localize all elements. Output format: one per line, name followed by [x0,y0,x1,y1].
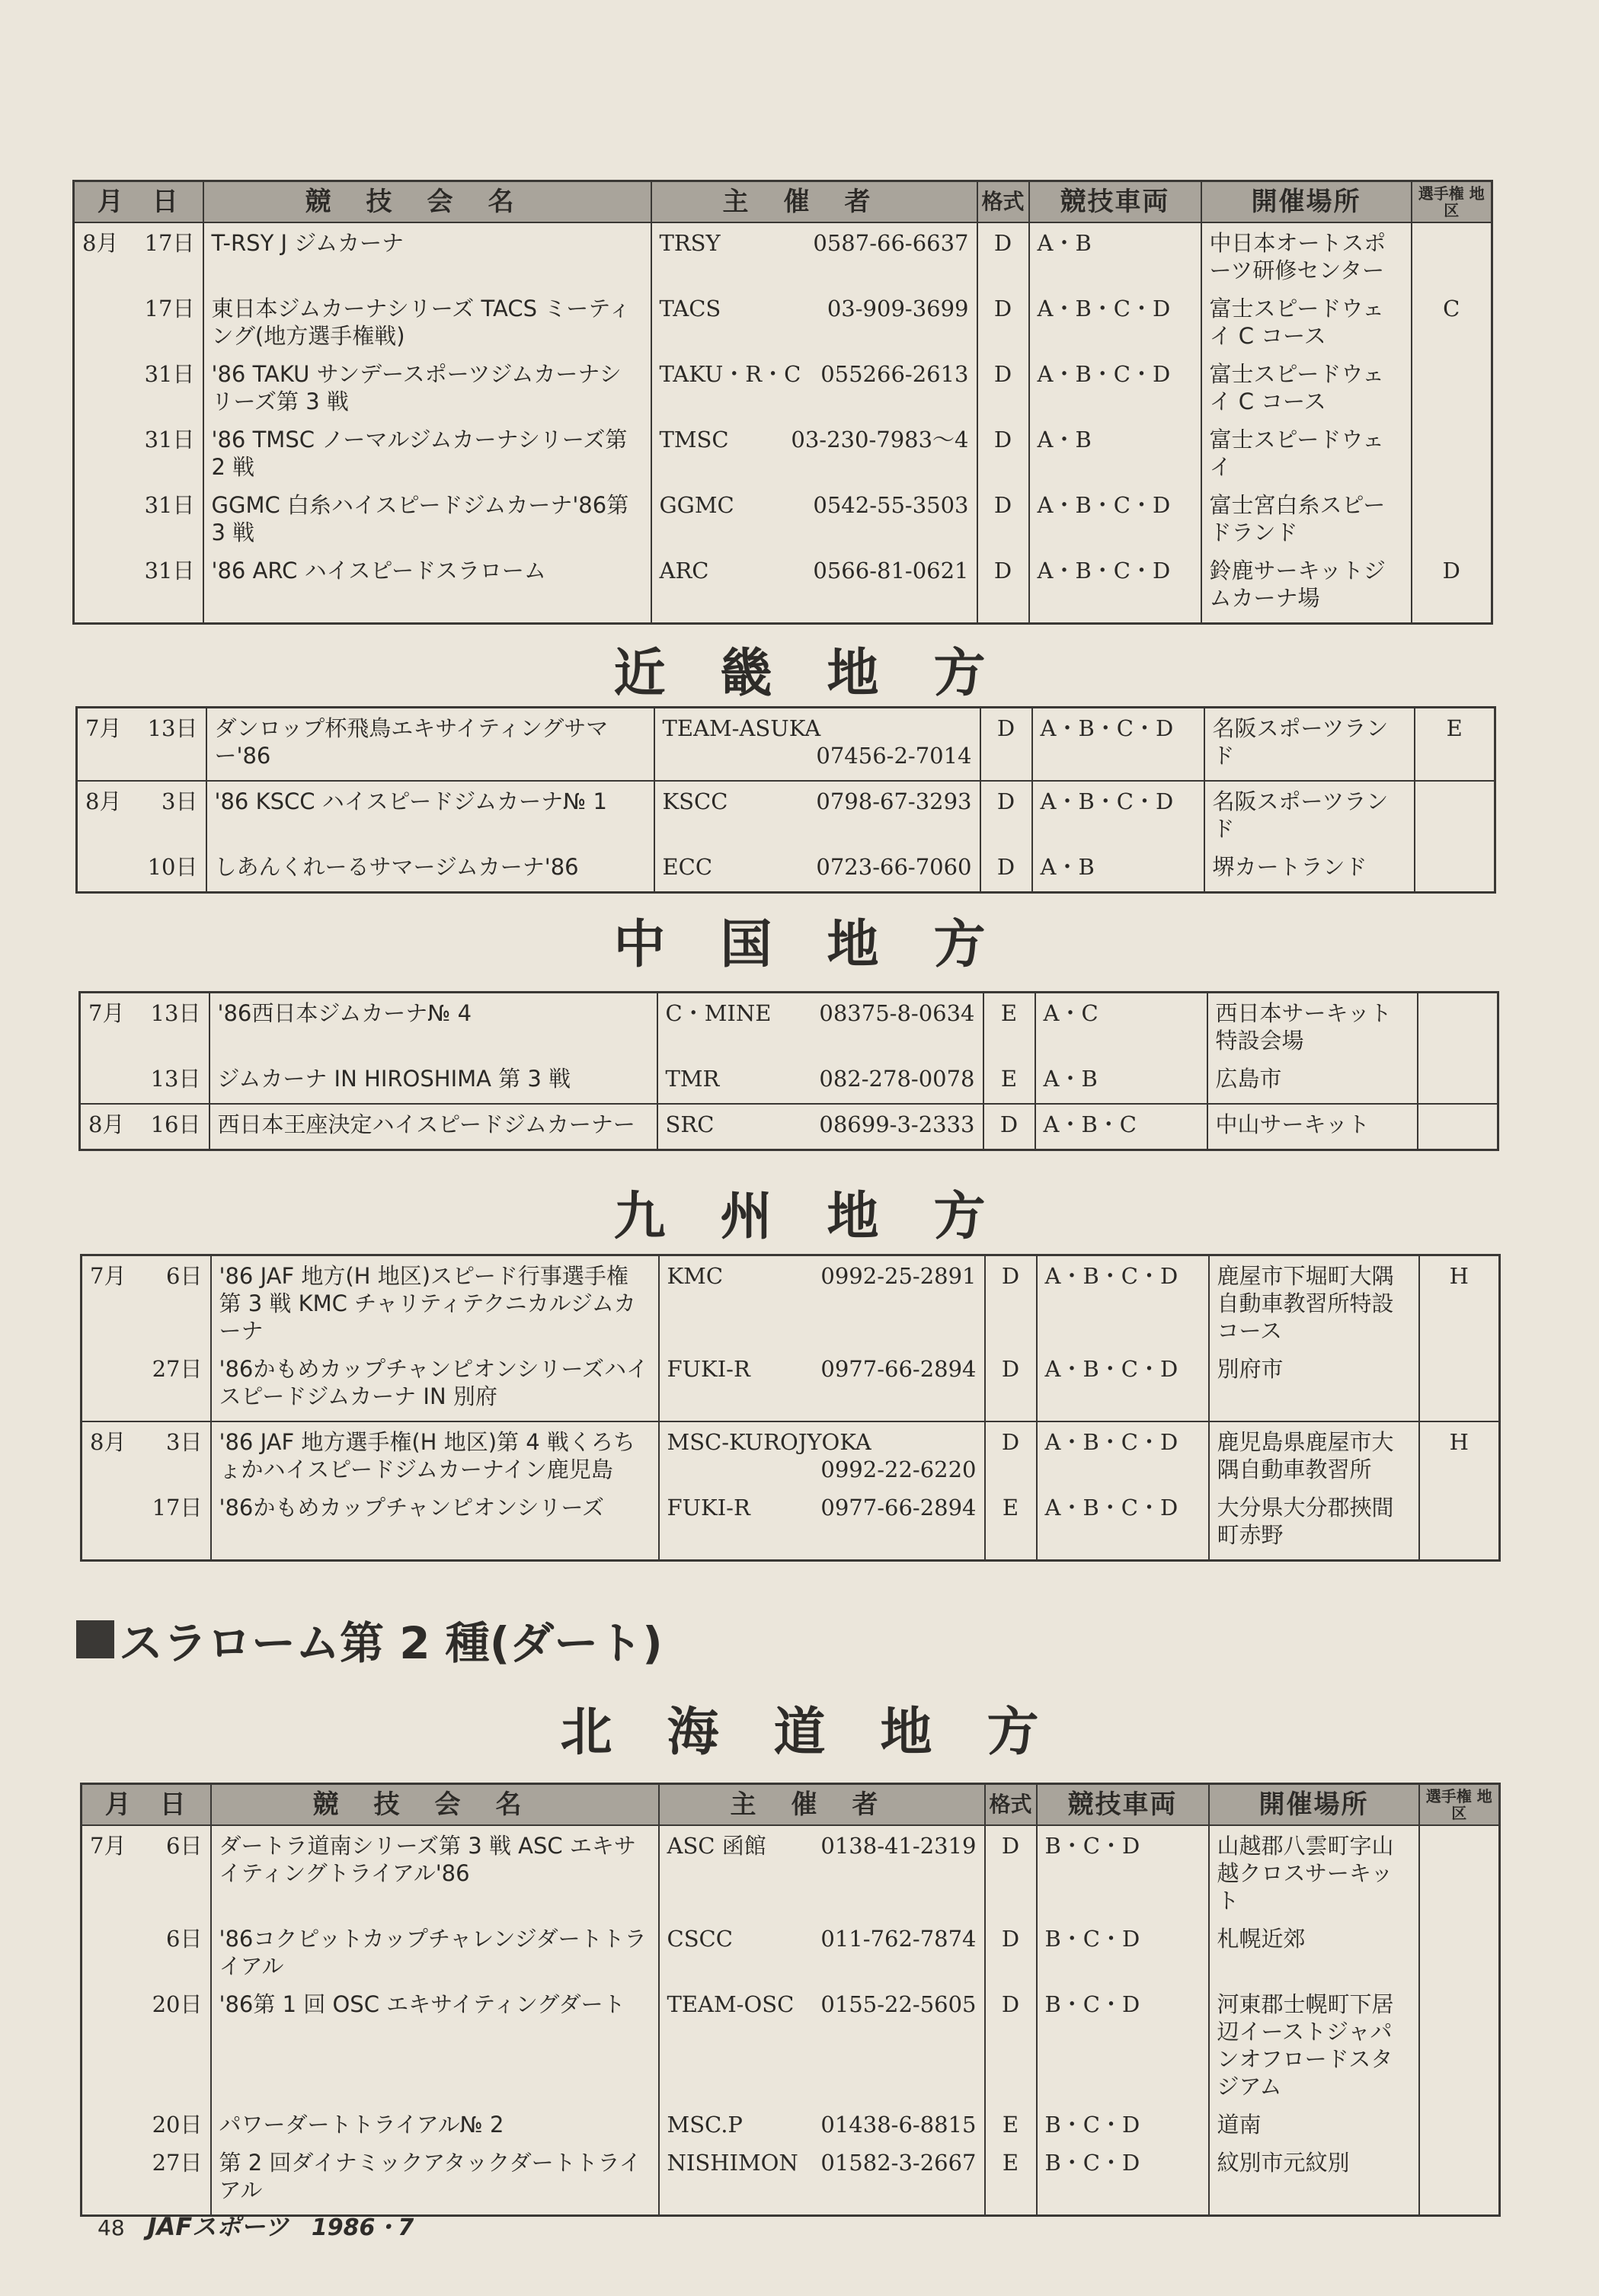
event-name: パワーダートトライアル№ 2 [211,2105,659,2143]
region-cell [1419,1488,1500,1561]
event-name: '86第 1 回 OSC エキサイティングダート [211,1984,659,2105]
format-cell: E [985,2105,1037,2143]
organizer-phone: 0992-22-6220 [820,1457,977,1482]
organizer-cell [657,1104,983,1150]
region-cell: C [1412,289,1492,354]
organizer-name: NISHIMON [667,2150,798,2176]
vehicle-class-cell: A・B・C・D [1037,1421,1209,1488]
event-name: T-RSY J ジムカーナ [203,222,651,289]
format-cell: D [980,847,1032,893]
venue-cell: 河東郡士幌町下居辺イーストジャパンオフロードスタジアム [1209,1984,1419,2105]
day: 13日 [150,1066,201,1092]
vehicle-class-cell: A・B・C・D [1032,781,1204,847]
venue-cell: 大分県大分郡挾間町赤野 [1209,1488,1419,1561]
date-cell [74,420,203,485]
region-title-chugoku: 中国地方 [613,915,1041,975]
organizer-cell [659,1255,985,1350]
format-cell: D [985,1825,1037,1919]
schedule-table-chubu [72,180,1500,625]
date-cell [77,847,206,893]
region-cell: D [1412,551,1492,624]
organizer-name: MSC.P [667,2112,743,2138]
table-row [74,551,1492,624]
event-name: '86 TMSC ノーマルジムカーナシリーズ第 2 戦 [203,420,651,485]
organizer-cell [657,993,983,1060]
date-cell [80,1059,209,1104]
schedule-table-chugoku [78,991,1499,1151]
event-name: '86かもめカップチャンピオンシリーズ [211,1488,659,1561]
day: 31日 [144,492,195,518]
header-format: 格式 [985,1784,1037,1826]
day: 31日 [144,558,195,584]
organizer-name: TEAM-OSC [667,1991,795,2017]
day: 16日 [150,1111,201,1137]
vehicle-class-cell: B・C・D [1037,1984,1209,2105]
organizer-phone: 01582-3-2667 [820,2150,977,2176]
date-cell [82,2143,211,2216]
schedule-table-hokkaido [80,1783,1508,2217]
region-cell [1418,1104,1498,1150]
organizer-phone: 07456-2-7014 [816,743,972,769]
region-cell: H [1419,1255,1500,1350]
region-cell [1412,485,1492,551]
venue-cell: 中日本オートスポーツ研修センター [1201,222,1412,289]
organizer-phone: 0138-41-2319 [820,1833,977,1859]
table-row [82,1421,1500,1488]
schedule-table-kinki [75,706,1496,894]
region-cell [1419,2143,1500,2216]
format-cell: D [977,222,1029,289]
venue-cell: 紋別市元紋別 [1209,2143,1419,2216]
month: 7月 [90,1263,126,1289]
date-cell [77,781,206,847]
vehicle-class-cell: A・B・C・D [1029,354,1201,420]
table-row [82,2105,1500,2143]
organizer-cell [659,1825,985,1919]
date-cell [82,1984,211,2105]
day: 6日 [166,1926,203,1952]
format-cell: E [983,993,1035,1060]
region-title-hokkaido: 北海道地方 [560,1703,1094,1763]
organizer-name: FUKI-R [667,1356,750,1382]
event-name: '86 JAF 地方(H 地区)スピード行事選手権第 3 戦 KMC チャリティテクニカルジムカーナ [211,1255,659,1350]
organizer-cell [659,1984,985,2105]
event-name: '86コクピットカップチャレンジダートトライアル [211,1919,659,1984]
region-cell [1419,1349,1500,1421]
event-name: ダートラ道南シリーズ第 3 戦 ASC エキサイティングトライアル'86 [211,1825,659,1919]
organizer-phone: 03-230-7983～4 [791,427,969,452]
format-cell: D [977,551,1029,624]
event-name: '86西日本ジムカーナ№ 4 [209,993,657,1060]
table-row [80,993,1498,1060]
day: 3日 [166,1429,203,1455]
region-title-kyushu: 九州地方 [613,1187,1041,1247]
organizer-phone: 0566-81-0621 [813,558,969,584]
organizer-name: TAKU・R・C [659,361,801,387]
day: 27日 [152,2150,203,2176]
format-cell: D [977,354,1029,420]
month: 8月 [90,1429,126,1455]
organizer-name: KMC [667,1263,724,1289]
header-event: 競技会名 [211,1784,659,1826]
venue-cell: 道南 [1209,2105,1419,2143]
date-cell [77,708,206,782]
format-cell: E [983,1059,1035,1104]
organizer-cell [651,354,977,420]
organizer-phone: 08375-8-0634 [819,1000,975,1026]
organizer-phone: 0798-67-3293 [816,788,972,814]
organizer-cell [651,222,977,289]
venue-cell: 札幌近郊 [1209,1919,1419,1984]
organizer-cell [659,2105,985,2143]
page-footer [98,2208,414,2243]
organizer-phone: 0542-55-3503 [813,492,969,518]
date-cell [82,1349,211,1421]
organizer-name: ARC [659,558,709,584]
table-row [77,847,1495,893]
format-cell: D [985,1349,1037,1421]
region-cell: H [1419,1421,1500,1488]
region-cell [1418,1059,1498,1104]
event-name: '86かもめカップチャンピオンシリーズハイスピードジムカーナ IN 別府 [211,1349,659,1421]
table-row [74,222,1492,289]
event-name: 西日本王座決定ハイスピードジムカーナー [209,1104,657,1150]
issue-date: 1986・7 [311,2214,414,2241]
organizer-name: ECC [662,854,713,880]
event-name: 東日本ジムカーナシリーズ TACS ミーティング(地方選手権戦) [203,289,651,354]
table-row [82,1825,1500,1919]
table-row [77,781,1495,847]
format-cell: D [985,1984,1037,2105]
date-cell [74,485,203,551]
vehicle-class-cell: B・C・D [1037,1825,1209,1919]
event-name: 第 2 回ダイナミックアタックダートトライアル [211,2143,659,2216]
organizer-cell [654,708,980,782]
table-row [82,1984,1500,2105]
vehicle-class-cell: A・B [1035,1059,1207,1104]
format-cell: E [985,2143,1037,2216]
day: 17日 [152,1495,203,1521]
organizer-cell [657,1059,983,1104]
date-cell [80,993,209,1060]
magazine-name: JAFスポーツ [147,2212,289,2241]
header-region: 選手権 地 区 [1412,181,1492,223]
organizer-cell [659,2143,985,2216]
month: 7月 [90,1833,126,1859]
date-cell [82,2105,211,2143]
date-cell [82,1488,211,1561]
organizer-name: TACS [659,296,721,321]
vehicle-class-cell: A・B・C・D [1037,1255,1209,1350]
month: 7月 [88,1000,125,1026]
month: 8月 [82,230,119,256]
page-number: 48 [98,2215,125,2240]
header-event: 競技会名 [203,181,651,223]
header-venue: 開催場所 [1209,1784,1419,1826]
organizer-cell [651,420,977,485]
event-name: '86 TAKU サンデースポーツジムカーナシリーズ第 3 戦 [203,354,651,420]
day: 6日 [166,1833,203,1859]
organizer-phone: 055266-2613 [820,361,969,387]
vehicle-class-cell: B・C・D [1037,1919,1209,1984]
header-date: 月 日 [74,181,203,223]
organizer-cell [654,847,980,893]
organizer-cell [659,1488,985,1561]
venue-cell: 広島市 [1207,1059,1418,1104]
region-cell [1418,993,1498,1060]
section-heading-text: スラローム第 2 種(ダート) [119,1617,663,1669]
vehicle-class-cell: A・B・C [1035,1104,1207,1150]
venue-cell: 鈴鹿サーキットジムカーナ場 [1201,551,1412,624]
organizer-name: SRC [665,1111,715,1137]
event-name: ジムカーナ IN HIROSHIMA 第 3 戦 [209,1059,657,1104]
venue-cell: 別府市 [1209,1349,1419,1421]
day: 17日 [144,296,195,321]
table-row [80,1059,1498,1104]
vehicle-class-cell: B・C・D [1037,2105,1209,2143]
region-cell [1419,1825,1500,1919]
format-cell: D [985,1919,1037,1984]
square-bullet-icon [76,1620,114,1658]
day: 6日 [166,1263,203,1289]
organizer-phone: 0992-25-2891 [820,1263,977,1289]
day: 20日 [152,1991,203,2017]
day: 31日 [144,427,195,452]
table-row [82,2143,1500,2216]
format-cell: D [985,1421,1037,1488]
venue-cell: 富士宮白糸スピードランド [1201,485,1412,551]
table-header-row [82,1784,1500,1826]
header-organizer: 主催者 [659,1784,985,1826]
event-name: '86 ARC ハイスピードスラローム [203,551,651,624]
schedule-table-kyushu [80,1254,1501,1562]
format-cell: E [985,1488,1037,1561]
date-cell [74,354,203,420]
month: 8月 [88,1111,125,1137]
region-cell: E [1415,708,1495,782]
venue-cell: 鹿屋市下堀町大隅自動車教習所特設コース [1209,1255,1419,1350]
region-cell [1419,1984,1500,2105]
region-cell [1412,420,1492,485]
table-row [80,1104,1498,1150]
organizer-name: MSC-KUROJYOKA [667,1429,871,1455]
header-region: 選手権 地 区 [1419,1784,1500,1826]
venue-cell: 山越郡八雲町字山越クロスサーキット [1209,1825,1419,1919]
table-row [74,289,1492,354]
day: 3日 [161,788,198,814]
vehicle-class-cell: A・B [1029,420,1201,485]
table-row [82,1488,1500,1561]
format-cell: D [977,485,1029,551]
table-row [77,708,1495,782]
venue-cell: 名阪スポーツランド [1204,781,1415,847]
organizer-name: TMSC [659,427,729,452]
day: 13日 [150,1000,201,1026]
table-header-row [74,181,1492,223]
organizer-cell [659,1349,985,1421]
venue-cell: 西日本サーキット特設会場 [1207,993,1418,1060]
day: 10日 [147,854,198,880]
format-cell: D [977,289,1029,354]
vehicle-class-cell: A・B・C・D [1029,289,1201,354]
event-name: しあんくれーるサマージムカーナ'86 [206,847,654,893]
region-title-kinki: 近畿地方 [613,644,1041,704]
organizer-phone: 011-762-7874 [820,1926,977,1952]
organizer-name: KSCC [662,788,728,814]
vehicle-class-cell: A・B・C・D [1037,1488,1209,1561]
organizer-cell [659,1919,985,1984]
header-venue: 開催場所 [1201,181,1412,223]
organizer-phone: 082-278-0078 [819,1066,975,1092]
organizer-phone: 08699-3-2333 [819,1111,975,1137]
organizer-cell [654,781,980,847]
table-row [82,1255,1500,1350]
format-cell: D [985,1255,1037,1350]
vehicle-class-cell: A・B・C・D [1032,708,1204,782]
vehicle-class-cell: A・B・C・D [1037,1349,1209,1421]
organizer-name: TRSY [659,230,721,256]
region-cell [1412,222,1492,289]
organizer-phone: 0587-66-6637 [813,230,969,256]
organizer-cell [651,485,977,551]
month: 8月 [85,788,122,814]
event-name: GGMC 白糸ハイスピードジムカーナ'86第 3 戦 [203,485,651,551]
table-row [74,354,1492,420]
day: 31日 [144,361,195,387]
organizer-name: GGMC [659,492,734,518]
organizer-phone: 03-909-3699 [827,296,969,321]
vehicle-class-cell: A・B・C・D [1029,485,1201,551]
header-vehicles: 競技車両 [1037,1784,1209,1826]
header-organizer: 主催者 [651,181,977,223]
organizer-phone: 0723-66-7060 [816,854,972,880]
table-row [74,420,1492,485]
table-row [82,1349,1500,1421]
venue-cell: 名阪スポーツランド [1204,708,1415,782]
venue-cell: 富士スピードウェイ C コース [1201,289,1412,354]
format-cell: D [980,781,1032,847]
vehicle-class-cell: A・B・C・D [1029,551,1201,624]
organizer-phone: 0977-66-2894 [820,1495,977,1521]
organizer-name: TEAM-ASUKA [662,715,821,741]
section-heading [76,1607,663,1671]
organizer-phone: 01438-6-8815 [820,2112,977,2138]
format-cell: D [983,1104,1035,1150]
organizer-name: FUKI-R [667,1495,750,1521]
date-cell [82,1421,211,1488]
region-cell [1419,2105,1500,2143]
organizer-name: C・MINE [665,1000,772,1026]
venue-cell: 富士スピードウェイ [1201,420,1412,485]
header-format: 格式 [977,181,1029,223]
venue-cell: 富士スピードウェイ C コース [1201,354,1412,420]
date-cell [82,1919,211,1984]
table-row [74,485,1492,551]
vehicle-class-cell: B・C・D [1037,2143,1209,2216]
organizer-phone: 0155-22-5605 [820,1991,977,2017]
region-cell [1415,781,1495,847]
venue-cell: 堺カートランド [1204,847,1415,893]
event-name: '86 KSCC ハイスピードジムカーナ№ 1 [206,781,654,847]
date-cell [80,1104,209,1150]
vehicle-class-cell: A・C [1035,993,1207,1060]
header-date: 月 日 [82,1784,211,1826]
venue-cell: 鹿児島県鹿屋市大隅自動車教習所 [1209,1421,1419,1488]
organizer-name: TMR [665,1066,720,1092]
header-vehicles: 競技車両 [1029,181,1201,223]
organizer-cell [651,551,977,624]
region-cell [1412,354,1492,420]
format-cell: D [977,420,1029,485]
date-cell [74,289,203,354]
date-cell [82,1255,211,1350]
table-row [82,1919,1500,1984]
day: 17日 [144,230,195,256]
organizer-name: ASC 函館 [667,1833,766,1859]
organizer-cell [651,289,977,354]
vehicle-class-cell: A・B [1032,847,1204,893]
day: 20日 [152,2112,203,2138]
day: 13日 [147,715,198,741]
month: 7月 [85,715,122,741]
organizer-phone: 0977-66-2894 [820,1356,977,1382]
date-cell [74,551,203,624]
region-cell [1415,847,1495,893]
venue-cell: 中山サーキット [1207,1104,1418,1150]
event-name: ダンロップ杯飛鳥エキサイティングサマー'86 [206,708,654,782]
date-cell [74,222,203,289]
organizer-name: CSCC [667,1926,733,1952]
region-cell [1419,1919,1500,1984]
event-name: '86 JAF 地方選手権(H 地区)第 4 戦くろちょかハイスピードジムカーナイン鹿児島 [211,1421,659,1488]
organizer-cell [659,1421,985,1488]
day: 27日 [152,1356,203,1382]
vehicle-class-cell: A・B [1029,222,1201,289]
format-cell: D [980,708,1032,782]
date-cell [82,1825,211,1919]
